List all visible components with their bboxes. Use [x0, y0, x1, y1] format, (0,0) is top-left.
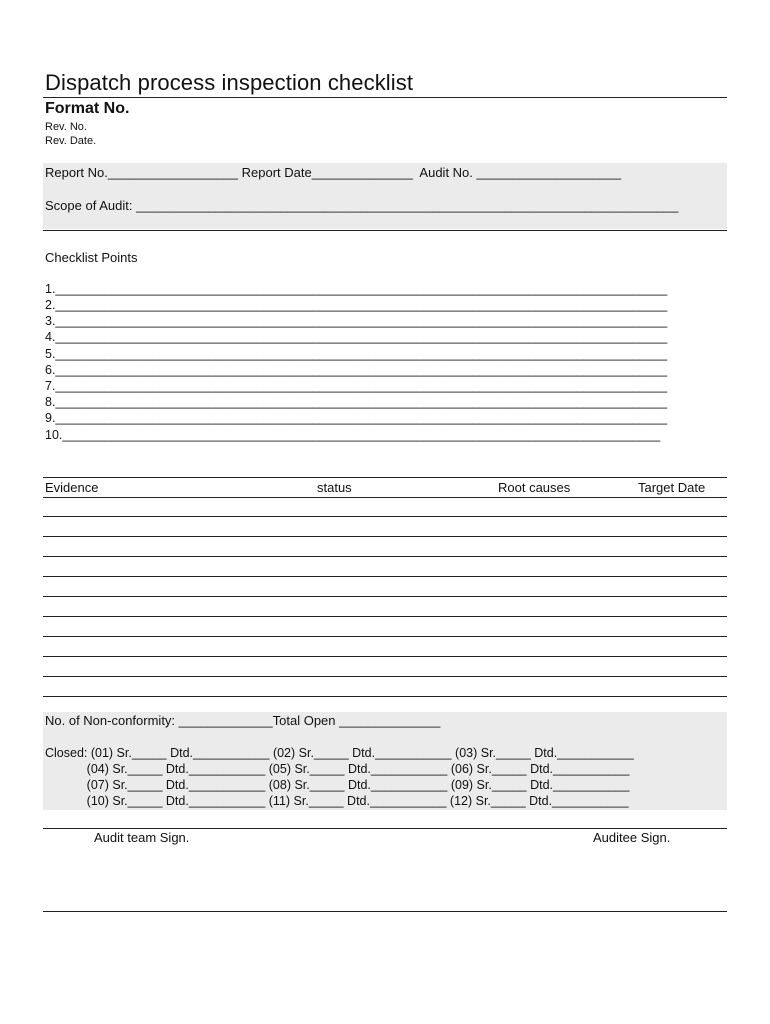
audit-team-sign-label: Audit team Sign.: [94, 830, 190, 845]
table-header-rule: [43, 497, 727, 498]
signature-bottom-rule: [43, 911, 727, 912]
table-row: [43, 696, 727, 697]
closed-row: (10) Sr._____ Dtd.___________ (11) Sr._____ Dtd.___________ (12) Sr._____ Dtd.___________: [45, 794, 629, 808]
target-date-column-header: Target Date: [638, 480, 706, 495]
scope-of-audit-line: Scope of Audit: ___________________________________________________________________________: [45, 198, 679, 213]
checklist-item: 5.________________________________________________________________________________________: [45, 347, 668, 361]
table-row: [43, 656, 727, 657]
table-row: [43, 576, 727, 577]
rev-no-label: Rev. No.: [45, 121, 87, 133]
checklist-item: 6.________________________________________________________________________________________: [45, 363, 668, 377]
checklist-item: 7.________________________________________________________________________________________: [45, 379, 668, 393]
report-rule: [43, 230, 727, 231]
root-causes-column-header: Root causes: [498, 480, 571, 495]
status-column-header: status: [317, 480, 352, 495]
table-top-rule: [43, 477, 727, 478]
table-row: [43, 516, 727, 517]
table-row: [43, 616, 727, 617]
closed-row: (07) Sr._____ Dtd.___________ (08) Sr._____ Dtd.___________ (09) Sr._____ Dtd.___________: [45, 778, 630, 792]
checklist-item: 1.________________________________________________________________________________________: [45, 282, 668, 296]
signature-top-rule: [43, 828, 727, 829]
table-row: [43, 536, 727, 537]
checklist-item: 9.________________________________________________________________________________________: [45, 411, 668, 425]
checklist-heading: Checklist Points: [45, 250, 138, 265]
table-row: [43, 636, 727, 637]
rev-date-label: Rev. Date.: [45, 135, 97, 147]
table-row: [43, 596, 727, 597]
table-row: [43, 676, 727, 677]
checklist-item: 2.________________________________________________________________________________________: [45, 298, 668, 312]
nonconformity-line: No. of Non-conformity: _____________Total Open ______________: [45, 713, 441, 728]
checklist-item: 10.______________________________________________________________________________________: [45, 428, 661, 442]
closed-row: (04) Sr._____ Dtd.___________ (05) Sr._____ Dtd.___________ (06) Sr._____ Dtd.___________: [45, 762, 630, 776]
table-row: [43, 556, 727, 557]
document-title: Dispatch process inspection checklist: [45, 70, 414, 95]
format-no-label: Format No.: [45, 100, 130, 117]
checklist-item: 4.________________________________________________________________________________________: [45, 330, 668, 344]
evidence-column-header: Evidence: [45, 480, 99, 495]
closed-row: Closed: (01) Sr._____ Dtd.___________ (02) Sr._____ Dtd.___________ (03) Sr._____ Dtd.___________: [45, 746, 634, 760]
checklist-item: 8.________________________________________________________________________________________: [45, 395, 668, 409]
title-rule: [43, 97, 727, 98]
report-fields-line: Report No.__________________ Report Date______________ Audit No. ____________________: [45, 165, 622, 180]
auditee-sign-label: Auditee Sign.: [593, 830, 671, 845]
checklist-item: 3.________________________________________________________________________________________: [45, 314, 668, 328]
